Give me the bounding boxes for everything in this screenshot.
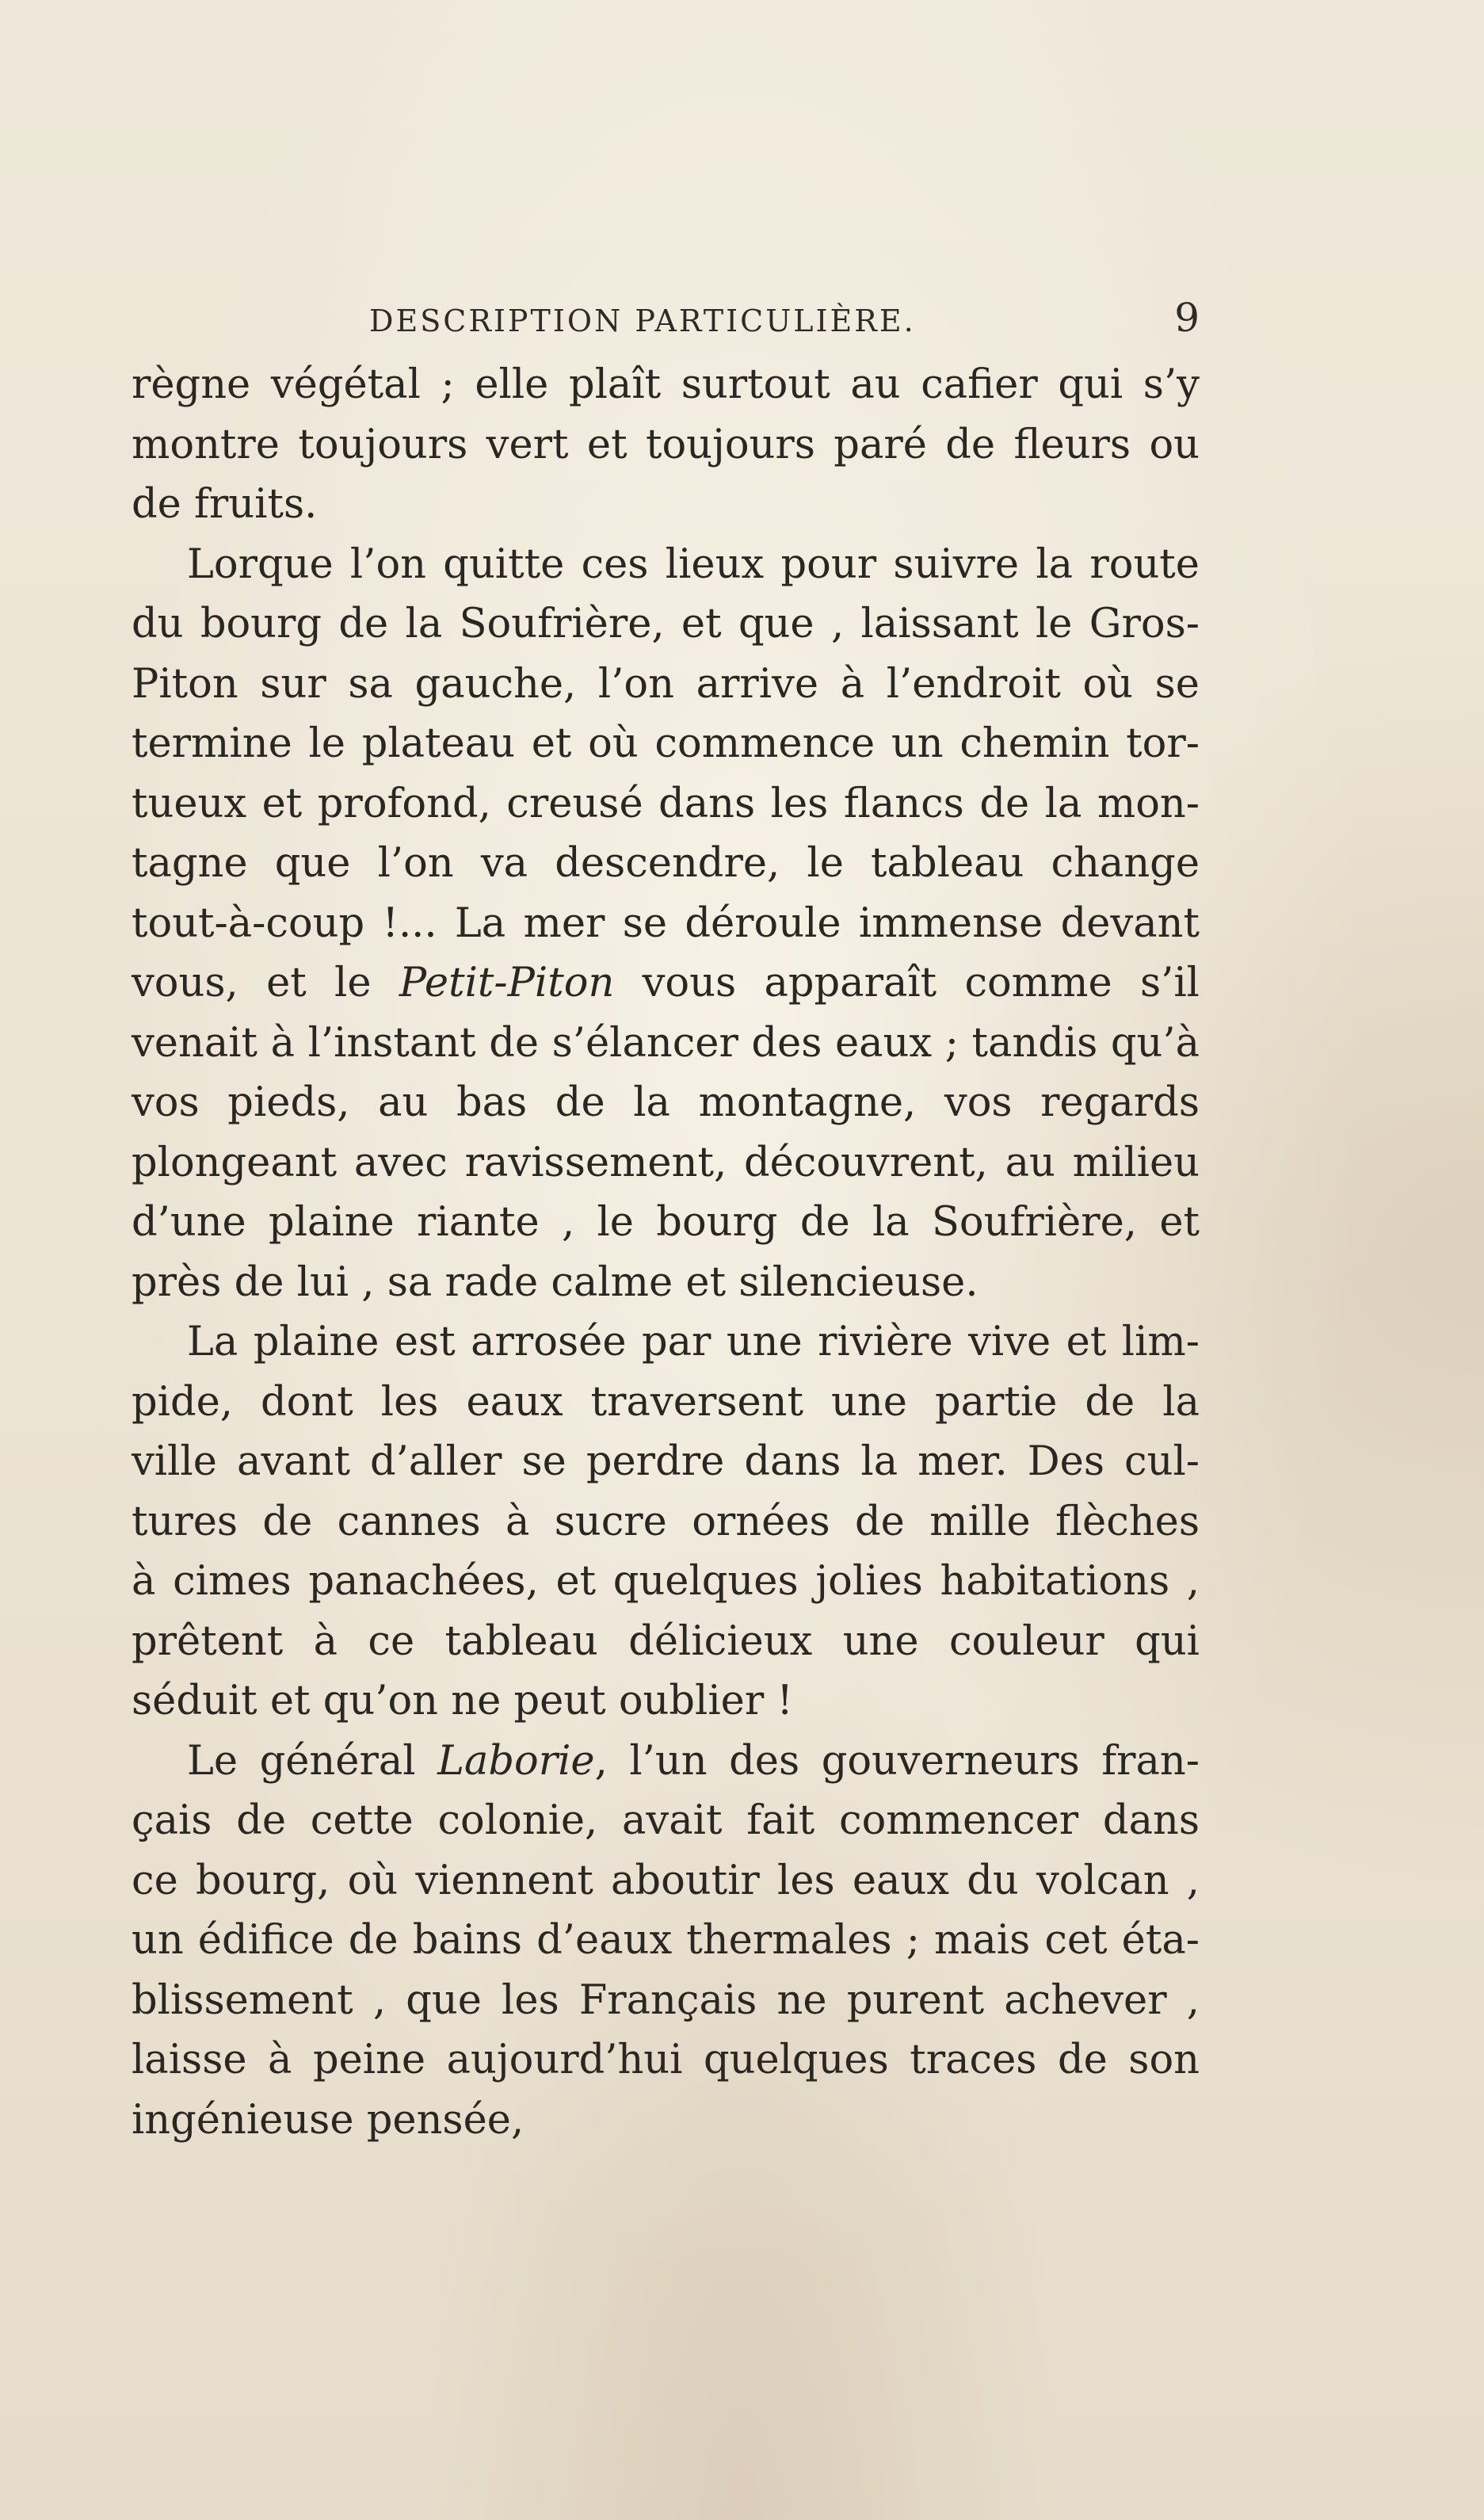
text-line: [132, 1732, 1200, 1792]
text-line: à cimes panachées, et quelques jolies habitations ,: [132, 1558, 1200, 1605]
text-segment: vous apparaît comme s’il: [614, 960, 1200, 1006]
text-line: montre toujours vert et toujours paré de fleurs ou: [132, 421, 1200, 468]
text-line: séduit et qu’on ne peut oublier !: [132, 1678, 793, 1724]
text-line: tueux et profond, creusé dans les flancs de la mon-: [132, 780, 1200, 827]
text-line: règne végétal ; elle plaît surtout au cafier qui s’y: [132, 361, 1200, 408]
text-line: ingénieuse pensée,: [132, 2096, 525, 2144]
text-line: de fruits.: [132, 481, 318, 528]
text-line: termine le plateau et où commence un chemin tor-: [132, 720, 1200, 767]
running-head-title: DESCRIPTION PARTICULIÈRE.: [369, 304, 916, 338]
page-text-block: [132, 295, 1200, 2150]
italic-name: Petit-Piton: [399, 960, 615, 1006]
text-segment: vous, et le: [132, 960, 399, 1006]
text-line: un édifice de bains d’eaux thermales ; mais cet éta-: [132, 1917, 1200, 1964]
text-line: d’une plaine riante , le bourg de la Soufrière, et: [132, 1199, 1200, 1246]
text-line: blissement , que les Français ne purent achever ,: [132, 1976, 1200, 2024]
italic-name: Laborie: [437, 1737, 595, 1785]
running-head: [132, 295, 1200, 349]
text-line: tout-à-coup !... La mer se déroule immense devant: [132, 899, 1200, 947]
page-number: 9: [1174, 295, 1200, 341]
text-line: près de lui , sa rade calme et silencieuse.: [132, 1258, 979, 1306]
text-line: laisse à peine aujourd’hui quelques traces de son: [132, 2037, 1200, 2083]
text-line: ville avant d’aller se perdre dans la mer. Des cul-: [132, 1438, 1200, 1485]
text-line: prêtent à ce tableau délicieux une couleur qui: [132, 1617, 1200, 1665]
text-line: pide, dont les eaux traversent une partie de la: [132, 1378, 1200, 1426]
text-line: La plaine est arrosée par une rivière vive et lim-: [187, 1319, 1200, 1365]
text-line: tures de cannes à sucre ornées de mille flèches: [132, 1498, 1200, 1545]
text-line: vos pieds, au bas de la montagne, vos regards: [132, 1079, 1200, 1126]
text-line: çais de cette colonie, avait fait commencer dans: [132, 1797, 1200, 1844]
text-line: [132, 953, 1200, 1014]
text-line: Lorque l’on quitte ces lieux pour suivre la route: [187, 540, 1200, 588]
text-line: plongeant avec ravissement, découvrent, au milieu: [132, 1139, 1200, 1186]
text-line: ce bourg, où viennent aboutir les eaux du volcan ,: [132, 1857, 1200, 1904]
text-segment: , l’un des gouverneurs fran-: [594, 1737, 1200, 1785]
body-text: [132, 355, 1200, 2150]
text-line: Piton sur sa gauche, l’on arrive à l’endroit où se: [132, 660, 1200, 708]
text-line: venait à l’instant de s’élancer des eaux ; tandis qu’à: [132, 1019, 1200, 1067]
text-line: du bourg de la Soufrière, et que , laissant le Gros-: [132, 601, 1200, 647]
text-line: tagne que l’on va descendre, le tableau change: [132, 840, 1200, 887]
text-segment: Le général: [187, 1737, 438, 1785]
